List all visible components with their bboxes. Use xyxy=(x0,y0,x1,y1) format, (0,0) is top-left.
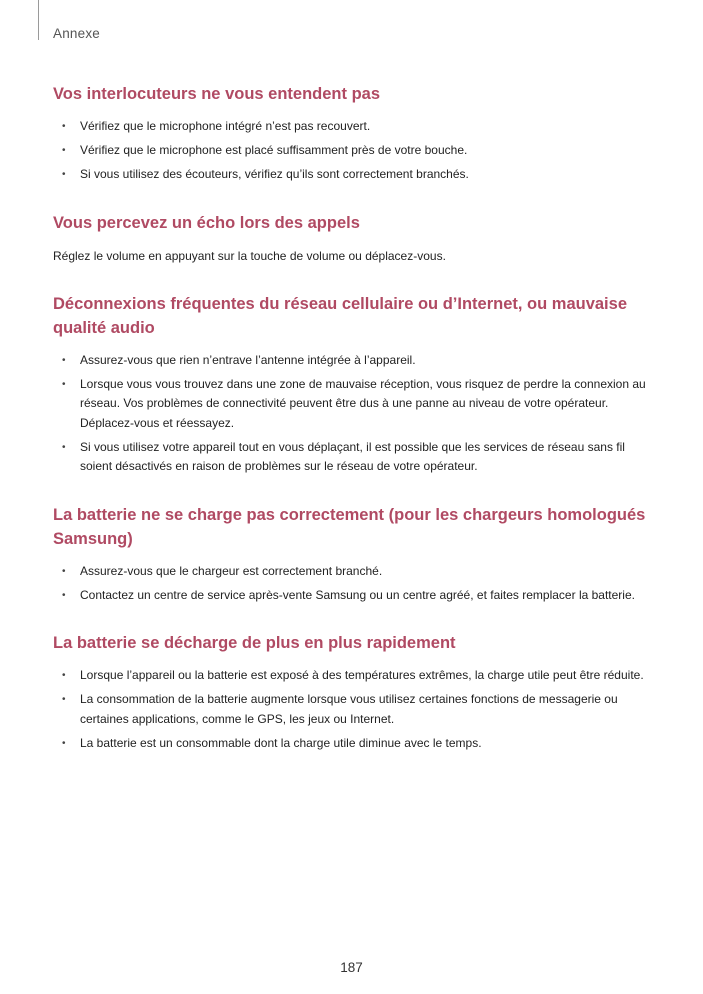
list-item-text: Lorsque l’appareil ou la batterie est exposé à des températures extrêmes, la charge utile peut être réduite. xyxy=(80,668,644,682)
list-item-text: Lorsque vous vous trouvez dans une zone de mauvaise réception, vous risquez de perdre la connexion au réseau. Vos problèmes de connectivité peuvent être dus à une panne au niveau de votre opérateur. Déplacez-vous et réessayez. xyxy=(80,376,646,430)
section-battery-not-charging xyxy=(53,503,648,606)
section-title: La batterie se décharge de plus en plus rapidement xyxy=(53,634,456,652)
bullet-icon: • xyxy=(62,565,66,577)
list-item xyxy=(53,351,648,371)
section-battery-draining xyxy=(53,631,648,753)
bullet-list xyxy=(53,117,648,185)
list-item xyxy=(53,375,648,434)
section-paragraph: Réglez le volume en appuyant sur la touche de volume ou déplacez-vous. xyxy=(53,248,446,263)
page-content xyxy=(53,82,648,753)
bullet-icon: • xyxy=(62,121,66,132)
list-item-text: Vérifiez que le microphone intégré n’est pas recouvert. xyxy=(80,119,371,133)
bullet-icon: • xyxy=(62,589,66,601)
list-item xyxy=(53,690,648,729)
list-item xyxy=(53,666,648,686)
bullet-icon: • xyxy=(62,169,66,180)
list-item xyxy=(53,562,648,582)
bullet-icon: • xyxy=(62,670,66,681)
list-item xyxy=(53,734,648,754)
list-item-text: La consommation de la batterie augmente lorsque vous utilisez certaines fonctions de messagerie ou certaines applications, comme le GPS, les jeux ou Internet. xyxy=(80,692,618,726)
list-item-text: Si vous utilisez votre appareil tout en vous déplaçant, il est possible que les services de réseau sans fil soient désactivés en raison de problèmes sur le réseau de votre opérateur. xyxy=(80,439,625,473)
section-title: La batterie ne se charge pas correctement (pour les chargeurs homologués Samsung) xyxy=(53,505,646,548)
list-item-text: La batterie est un consommable dont la charge utile diminue avec le temps. xyxy=(80,735,482,750)
list-item xyxy=(53,165,648,185)
list-item-text: Si vous utilisez des écouteurs, vérifiez qu’ils sont correctement branchés. xyxy=(80,167,469,181)
list-item xyxy=(53,117,648,137)
list-item xyxy=(53,438,648,477)
section-network-disconnections xyxy=(53,292,648,477)
list-item xyxy=(53,586,648,606)
list-item-text: Vérifiez que le microphone est placé suffisamment près de votre bouche. xyxy=(80,143,468,157)
bullet-icon: • xyxy=(62,441,66,453)
page-number: 187 xyxy=(340,960,363,975)
section-title: Déconnexions fréquentes du réseau cellulaire ou d’Internet, ou mauvaise qualité audio xyxy=(53,294,627,337)
bullet-icon: • xyxy=(62,378,66,390)
list-item-text: Assurez-vous que le chargeur est correctement branché. xyxy=(80,563,383,578)
section-title: Vos interlocuteurs ne vous entendent pas xyxy=(53,85,381,103)
bullet-list xyxy=(53,562,648,606)
bullet-icon: • xyxy=(62,694,66,705)
bullet-list xyxy=(53,351,648,477)
bullet-icon: • xyxy=(62,145,66,156)
list-item-text: Contactez un centre de service après-vente Samsung ou un centre agréé, et faites remplacer la batterie. xyxy=(80,587,635,602)
list-item xyxy=(53,141,648,161)
bullet-list xyxy=(53,666,648,753)
section-echo-during-calls xyxy=(53,211,648,266)
section-no-audio-heard xyxy=(53,82,648,185)
list-item-text: Assurez-vous que rien n’entrave l’antenne intégrée à l’appareil. xyxy=(80,352,416,367)
header-rule xyxy=(38,0,39,40)
bullet-icon: • xyxy=(62,737,66,749)
bullet-icon: • xyxy=(62,354,66,366)
page-header: Annexe xyxy=(53,26,100,41)
section-title: Vous percevez un écho lors des appels xyxy=(53,213,360,232)
